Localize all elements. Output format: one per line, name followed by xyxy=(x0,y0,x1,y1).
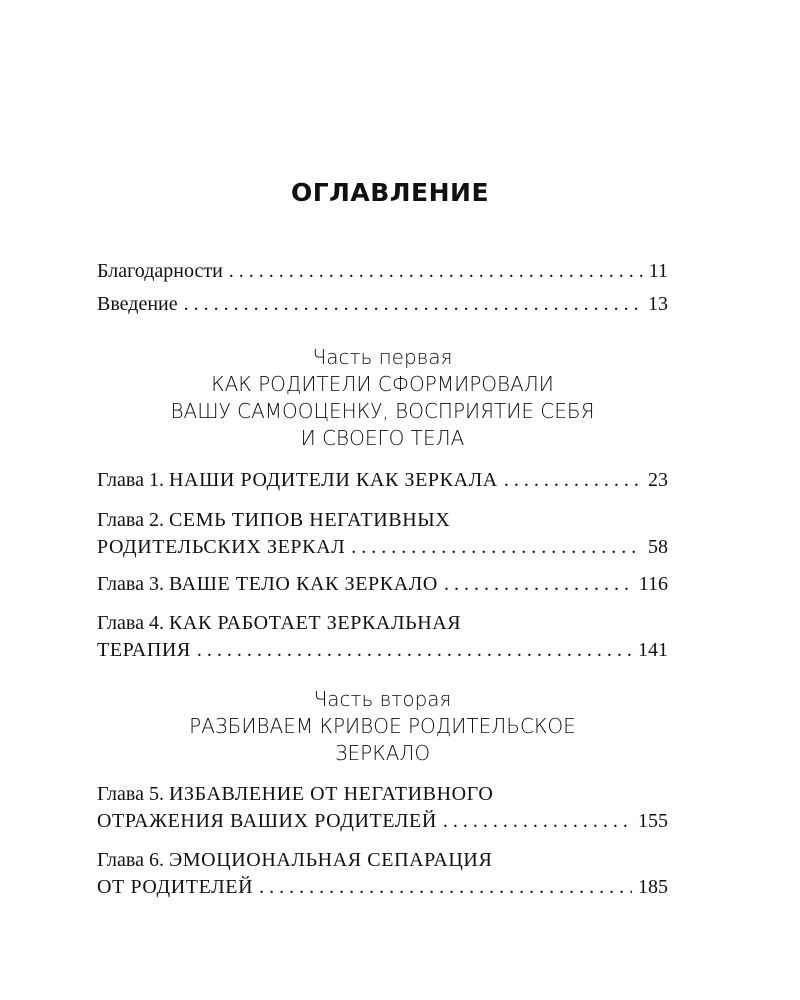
part-label: Часть вторая xyxy=(313,687,452,711)
toc-entry-chapter-6[interactable] xyxy=(97,875,668,899)
toc-page-number: 155 xyxy=(638,810,668,832)
chapter-prefix: Глава 2. xyxy=(97,509,164,531)
part-title-line: И СВОЕГО ТЕЛА xyxy=(300,426,465,450)
chapter-title: ВАШЕ ТЕЛО КАК ЗЕРКАЛО xyxy=(168,573,438,595)
dot-leader xyxy=(197,638,632,662)
chapter-prefix: Глава 5. xyxy=(97,783,164,805)
chapter-title: КАК РАБОТАЕТ ЗЕРКАЛЬНАЯ xyxy=(168,612,462,634)
dot-leader xyxy=(351,535,642,559)
toc-page-number: 185 xyxy=(638,876,668,898)
chapter-prefix: Глава 1. xyxy=(97,469,164,491)
dot-leader xyxy=(504,468,642,492)
chapter-title-continued: ОТ РОДИТЕЛЕЙ xyxy=(97,876,254,898)
dot-leader xyxy=(259,875,632,899)
chapter-prefix: Глава 6. xyxy=(97,849,164,871)
toc-entry-chapter-4[interactable] xyxy=(97,638,668,662)
toc-page-number: 141 xyxy=(638,639,668,661)
chapter-prefix: Глава 4. xyxy=(97,612,164,634)
part-heading-first xyxy=(97,344,668,452)
toc-page-number: 116 xyxy=(638,573,668,595)
chapter-title: СЕМЬ ТИПОВ НЕГАТИВНЫХ xyxy=(168,509,451,531)
part-title-line: КАК РОДИТЕЛИ СФОРМИРОВАЛИ xyxy=(211,372,554,396)
part-heading-second xyxy=(97,686,668,767)
chapter-title: ИЗБАВЛЕНИЕ ОТ НЕГАТИВНОГО xyxy=(168,783,494,805)
part-title-line: ВАШУ САМООЦЕНКУ, ВОСПРИЯТИЕ СЕБЯ xyxy=(170,399,595,423)
chapter-title: ЭМОЦИОНАЛЬНАЯ СЕПАРАЦИЯ xyxy=(168,849,493,871)
part-title-line: ЗЕРКАЛО xyxy=(334,741,431,765)
dot-leader xyxy=(444,572,633,596)
toc-entry-chapter-4-line1[interactable] xyxy=(97,611,668,635)
toc-entry-chapter-1[interactable] xyxy=(97,468,668,492)
dot-leader xyxy=(443,809,632,833)
chapter-title: НАШИ РОДИТЕЛИ КАК ЗЕРКАЛА xyxy=(168,469,498,491)
dot-leader xyxy=(229,259,643,283)
toc-page-number: 11 xyxy=(648,260,668,282)
chapter-title-continued: ОТРАЖЕНИЯ ВАШИХ РОДИТЕЛЕЙ xyxy=(97,810,437,832)
chapter-title-continued: РОДИТЕЛЬСКИХ ЗЕРКАЛ xyxy=(97,536,346,558)
chapter-title-continued: ТЕРАПИЯ xyxy=(97,639,191,661)
toc-page-number: 23 xyxy=(648,469,668,491)
toc-entry-introduction[interactable] xyxy=(97,292,668,316)
toc-page-number: 13 xyxy=(648,293,668,315)
part-label: Часть первая xyxy=(312,345,453,369)
toc-entry-chapter-6-line1[interactable] xyxy=(97,848,668,872)
chapter-prefix: Глава 3. xyxy=(97,573,164,595)
toc-page-number: 58 xyxy=(648,536,668,558)
toc-entry-label: Введение xyxy=(97,293,178,315)
dot-leader xyxy=(184,292,642,316)
toc-entry-chapter-3[interactable] xyxy=(97,572,668,596)
toc-entry-chapter-2[interactable] xyxy=(97,535,668,559)
page-title: ОГЛАВЛЕНИЕ xyxy=(290,178,490,207)
toc-entry-chapter-5[interactable] xyxy=(97,809,668,833)
toc-entry-chapter-5-line1[interactable] xyxy=(97,782,668,806)
toc-entry-chapter-2-line1[interactable] xyxy=(97,508,668,532)
toc-entry-acknowledgements[interactable] xyxy=(97,259,668,283)
part-title-line: РАЗБИВАЕМ КРИВОЕ РОДИТЕЛЬСКОЕ xyxy=(189,714,576,738)
toc-entry-label: Благодарности xyxy=(97,260,223,282)
